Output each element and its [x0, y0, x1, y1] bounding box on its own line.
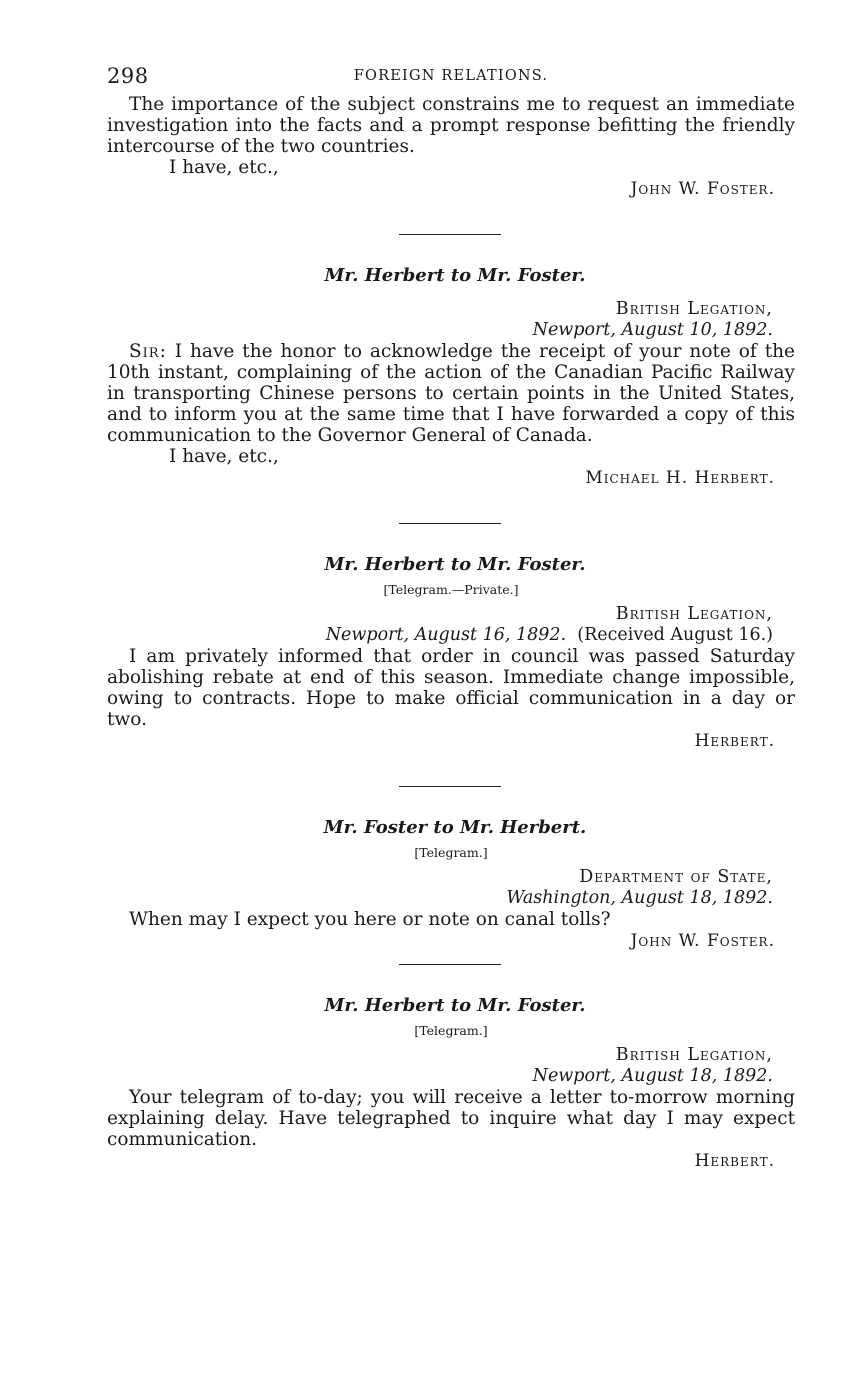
document-page: [107, 64, 795, 1172]
running-head: [107, 64, 795, 94]
letter-heading: Mr. Herbert to Mr. Foster.: [324, 995, 586, 1016]
letter-heading: Mr. Herbert to Mr. Foster.: [324, 554, 586, 575]
body-text: I have the honor to acknowledge the receipt of your note of the 10th instant, complaining of the action of the Canadian Pacific Railway in transporting Chinese persons to certain points in the United States, and to inform you at the same time that I have forwarded a copy of this communication to the Governor General of Canada.: [107, 341, 795, 446]
place-date: Washington, August 18, 1892.: [506, 888, 773, 908]
sender-address: [107, 867, 795, 909]
closing: I have, etc.,: [169, 446, 279, 467]
page-number: 298: [107, 64, 149, 88]
signature: Herbert.: [694, 1151, 775, 1171]
letter-heading: Mr. Herbert to Mr. Foster.: [324, 265, 586, 286]
telegram-note: [Telegram.—Private.]: [383, 582, 519, 597]
sender-address: [107, 1045, 795, 1087]
sender-address: [107, 299, 795, 341]
body-paragraph: Your telegram of to-day; you will receive a letter to-morrow morning explaining delay. Have telegraphed to inquire what day I may expect communication.: [107, 1087, 795, 1150]
letter-foster-aug-18: [107, 817, 795, 952]
place-date: Newport, August 16, 1892.: [325, 625, 567, 645]
telegram-note: [Telegram.]: [414, 845, 488, 860]
sender-org: British Legation,: [615, 1045, 773, 1065]
signature: Herbert.: [694, 731, 775, 751]
body-paragraph: The importance of the subject constrains me to request an immediate investigation into the facts and a prompt response befitting the friendly intercourse of the two countries.: [107, 94, 795, 157]
sender-org: British Legation,: [615, 299, 773, 319]
signature: Michael H. Herbert.: [585, 468, 775, 488]
letter-heading: Mr. Foster to Mr. Herbert.: [323, 817, 587, 838]
sender-org: British Legation,: [615, 604, 773, 624]
salutation: Sir:: [129, 341, 167, 362]
closing: I have, etc.,: [169, 157, 279, 178]
letter-herbert-aug-10: [107, 265, 795, 489]
signature: John W. Foster.: [630, 931, 775, 951]
place-date: Newport, August 18, 1892.: [532, 1066, 773, 1086]
letter-herbert-aug-16: [107, 554, 795, 752]
signature: John W. Foster.: [630, 179, 775, 199]
telegram-note: [Telegram.]: [414, 1023, 488, 1038]
body-paragraph: I am privately informed that order in council was passed Saturday abolishing rebate at end of this season. Immediate change impossible, owing to contracts. Hope to make official communication in a day or two.: [107, 646, 795, 730]
received-note: (Received August 16.): [577, 625, 773, 645]
letter-herbert-aug-18: [107, 995, 795, 1172]
body-paragraph: [107, 341, 795, 446]
running-title: FOREIGN RELATIONS.: [353, 68, 549, 84]
sender-org: Department of State,: [579, 867, 773, 887]
letter-foster-conclusion: [107, 94, 795, 200]
sender-address: [107, 604, 795, 646]
place-date: Newport, August 10, 1892.: [532, 320, 773, 340]
body-paragraph: When may I expect you here or note on canal tolls?: [129, 909, 611, 930]
